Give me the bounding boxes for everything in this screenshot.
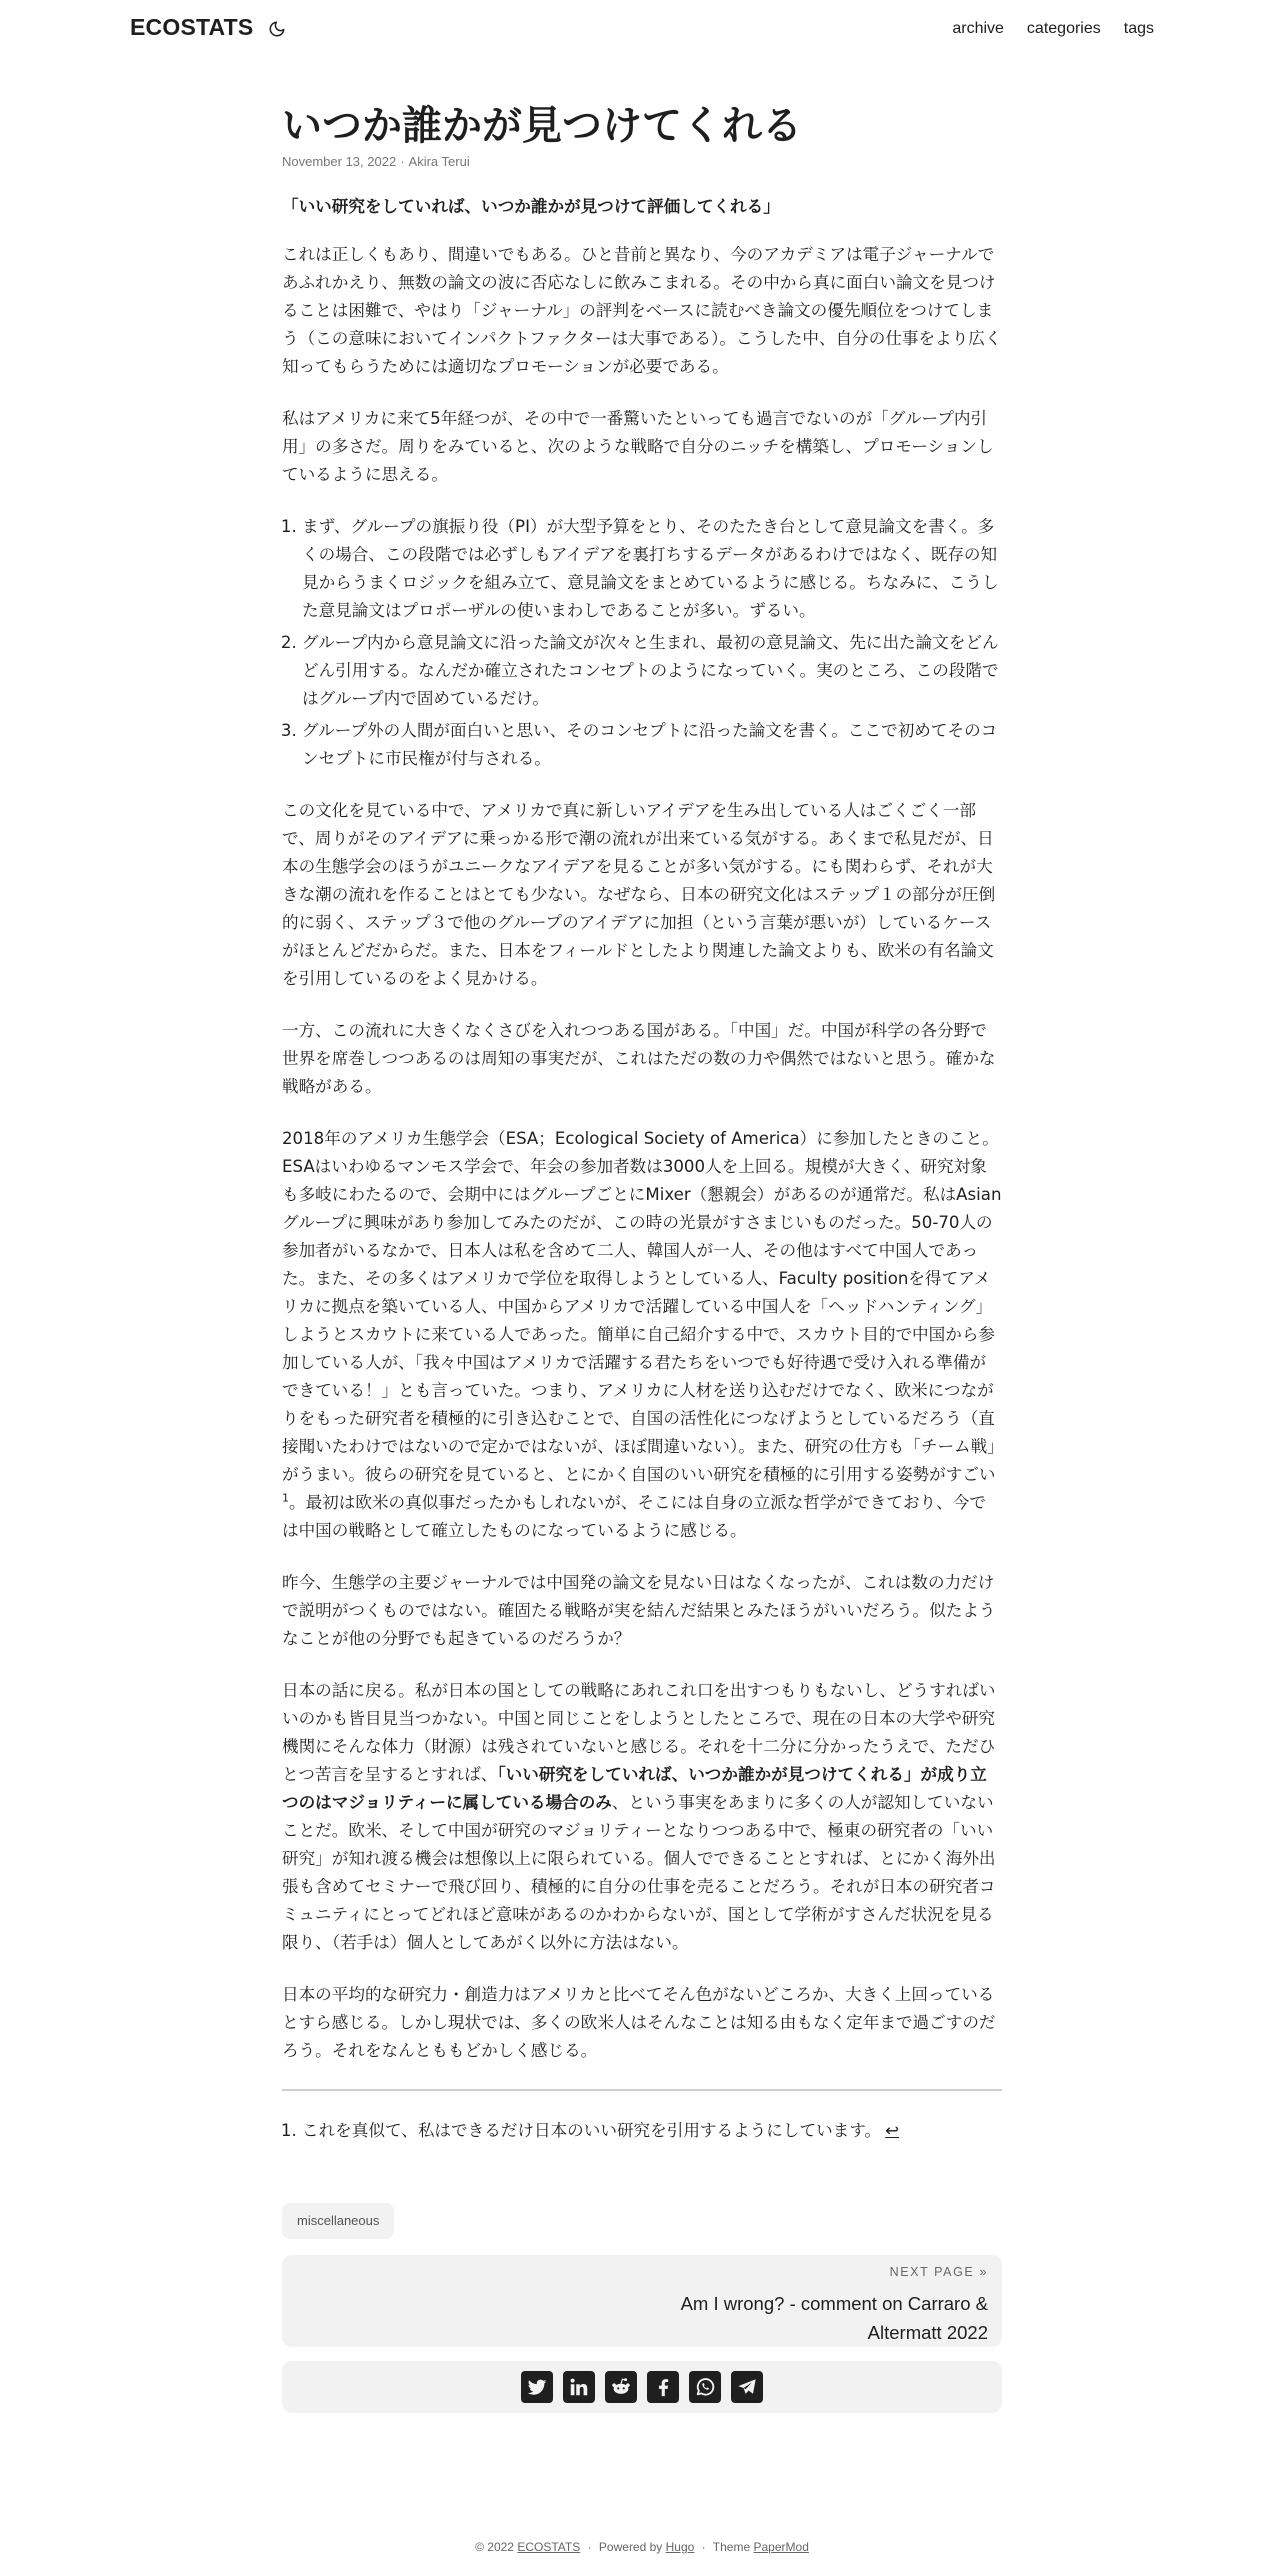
footnote-divider bbox=[282, 2089, 1002, 2091]
next-page-title: Am I wrong? - comment on Carraro & Altermatt 2022 bbox=[680, 2293, 988, 2343]
paragraph-1: これは正しくもあり、間違いでもある。ひと昔前と異なり、今のアカデミアは電子ジャーナルであふれかえり、無数の論文の波に否応なしに飲みこまれる。その中から真に面白い論文を見つけることは困難で、やはり「ジャーナル」の評判をベースに読むべき論文の優先順位をつけてしまう（この意味においてインパクトファクターは大事である）。こうした中、自分の仕事をより広く知ってもらうためには適切なプロモーションが必要である。 bbox=[282, 245, 1002, 376]
twitter-icon[interactable] bbox=[521, 2371, 553, 2403]
paragraph-5-text-cont: 。最初は欧米の真似事だったかもしれないが、そこには自身の立派な哲学ができており、今では中国の戦略として確立したものになっているように感じる。 bbox=[282, 1493, 986, 1540]
footnote-ref[interactable]: 1 bbox=[282, 1491, 289, 1505]
post-content bbox=[282, 193, 1002, 2065]
paragraph-3: この文化を見ている中で、アメリカで真に新しいアイデアを生み出している人はごくごく一部で、周りがそのアイデアに乗っかる形で潮の流れが出来ている気がする。あくまで私見だが、日本の生態学会のほうがユニークなアイデアを見ることが多い気がする。にも関わらず、それが大きな潮の流れを作ることはとても少ない。なぜなら、日本の研究文化はステップ１の部分が圧倒的に弱く、ステップ３で他のグループのアイデアに加担（という言葉が悪いが）しているケースがほとんどだからだ。また、日本をフィールドとしたより関連した論文よりも、欧米の有名論文を引用しているのをよく見かける。 bbox=[282, 801, 996, 988]
footer-separator: · bbox=[701, 2540, 706, 2554]
footer-copyright: © 2022 bbox=[475, 2540, 514, 2554]
footnote-backref[interactable]: ↩ bbox=[885, 2121, 900, 2140]
meta-separator: · bbox=[400, 154, 405, 169]
facebook-icon[interactable] bbox=[647, 2371, 679, 2403]
footer-site-link[interactable]: ECOSTATS bbox=[517, 2540, 581, 2554]
footer-hugo-link[interactable]: Hugo bbox=[665, 2540, 695, 2554]
nav-archive[interactable]: archive bbox=[952, 20, 1004, 37]
list-item: 2. グループ内から意見論文に沿った論文が次々と生まれ、最初の意見論文、先に出た論文をどんどん引用する。なんだか確立されたコンセプトのようになっていく。実のところ、この段階ではグループ内で固めているだけ。 bbox=[302, 629, 1002, 713]
main-nav bbox=[952, 20, 1154, 38]
share-buttons bbox=[282, 2361, 1002, 2413]
footnote-list bbox=[282, 2117, 1002, 2145]
post-meta bbox=[282, 154, 1002, 169]
post-title: いつか誰かが見つけてくれる bbox=[282, 103, 802, 149]
moon-icon[interactable] bbox=[268, 20, 286, 38]
list-item: 1. まず、グループの旗振り役（PI）が大型予算をとり、そのたたき台として意見論文を書く。多くの場合、この段階では必ずしもアイデアを裏打ちするデータがあるわけではなく、既存の知見からうまくロジックを組み立て、意見論文をまとめているように感じる。ちなみに、こうした意見論文はプロポーザルの使いまわしであることが多い。ずるい。 bbox=[302, 513, 1002, 625]
paragraph-5 bbox=[282, 1125, 1002, 1545]
paragraph-7 bbox=[282, 1677, 1002, 1957]
lead-quote: 「いい研究をしていれば、いつか誰かが見つけて評価してくれる」 bbox=[282, 197, 780, 216]
paragraph-7-bold: 「いい研究をしていれば、いつか誰かが見つけてくれる」が成り立つのはマジョリティーに属している場合のみ bbox=[282, 1765, 987, 1812]
linkedin-icon[interactable] bbox=[563, 2371, 595, 2403]
footnote-item bbox=[302, 2117, 1002, 2145]
post-date: November 13, 2022 bbox=[282, 154, 397, 169]
footer-separator: · bbox=[587, 2540, 592, 2554]
reddit-icon[interactable] bbox=[605, 2371, 637, 2403]
list-item: 3. グループ外の人間が面白いと思い、そのコンセプトに沿った論文を書く。ここで初めてそのコンセプトに市民権が付与される。 bbox=[302, 717, 1002, 773]
post-tags bbox=[282, 2203, 1002, 2239]
telegram-icon[interactable] bbox=[731, 2371, 763, 2403]
site-logo[interactable]: ECOSTATS bbox=[130, 14, 254, 40]
footer-powered: Powered by bbox=[598, 2540, 663, 2554]
paragraph-7-text-cont: 、という事実をあまりに多くの人が認知していないことだ。欧米、そして中国が研究のマジョリティーとなりつつある中で、極東の研究者の「いい研究」が知れ渡る機会は想像以上に限られている。個人でできることとすれば、とにかく海外出張も含めてセミナーで飛び回り、積極的に自分の仕事を売ることだろう。それが日本の研究者コミュニティにとってどれほど意味があるのかわからないが、国として学術がすさんだ状況を見る限り、（若手は）個人としてあがく以外に方法はない。 bbox=[282, 1793, 996, 1952]
post bbox=[282, 100, 1002, 2413]
footnote-text: これを真似て、私はできるだけ日本のいい研究を引用するようにしています。 bbox=[302, 2121, 882, 2140]
paragraph-4: 一方、この流れに大きくなくさびを入れつつある国がある。「中国」だ。中国が科学の各分野で世界を席巻しつつあるのは周知の事実だが、これはただの数の力や偶然ではないと思う。確かな戦略がある。 bbox=[282, 1021, 996, 1096]
nav-categories[interactable]: categories bbox=[1026, 20, 1101, 37]
footnotes bbox=[282, 2089, 1002, 2145]
paragraph-7-text: 日本の話に戻る。私が日本の国としての戦略にあれこれ口を出すつもりもないし、どうすればいいのかも皆目見当つかない。中国と同じことをしようとしたところで、現在の日本の大学や研究機関にそんな体力（財源）は残されていないと感じる。それを十二分に分かったうえで、ただひとつ苦言を呈するとすれば、 bbox=[282, 1681, 996, 1784]
strategy-list bbox=[282, 513, 1002, 773]
footer-papermod-link[interactable]: PaperMod bbox=[753, 2540, 809, 2554]
paragraph-6: 昨今、生態学の主要ジャーナルでは中国発の論文を見ない日はなくなったが、これは数の力だけで説明がつくものではない。確固たる戦略が実を結んだ結果とみたほうがいいだろう。似たようなことが他の分野でも起きているのだろうか？ bbox=[282, 1573, 996, 1648]
site-header bbox=[0, 0, 1284, 60]
paragraph-2: 私はアメリカに来て5年経つが、その中で一番驚いたといっても過言でないのが「グループ内引用」の多さだ。周りをみていると、次のような戦略で自分のニッチを構築し、プロモーションしているように思える。 bbox=[282, 409, 994, 484]
footer-theme: Theme bbox=[712, 2540, 751, 2554]
site-footer bbox=[0, 2540, 1284, 2554]
whatsapp-icon[interactable] bbox=[689, 2371, 721, 2403]
nav-tags[interactable]: tags bbox=[1123, 20, 1154, 37]
paragraph-8: 日本の平均的な研究力・創造力はアメリカと比べてそん色がないどころか、大きく上回っているとすら感じる。しかし現状では、多くの欧米人はそんなことは知る由もなく定年まで過ごすのだろう。それをなんとももどかしく感じる。 bbox=[282, 1985, 996, 2060]
tag-miscellaneous[interactable]: miscellaneous bbox=[282, 2203, 394, 2239]
post-author: Akira Terui bbox=[408, 154, 470, 169]
next-page-link[interactable] bbox=[282, 2255, 1002, 2347]
next-page-label: NEXT PAGE » bbox=[889, 2265, 988, 2279]
paragraph-5-text: 2018年のアメリカ生態学会（ESA；Ecological Society of America）に参加したときのこと。ESAはいわゆるマンモス学会で、年会の参加者数は3000人を上回る。規模が大きく、研究対象も多岐にわたるので、会期中にはグループごとにMixer（懇親会）があるのが通常だ。私はAsianグループに興味があり参加してみたのだが、この時の光景がすさまじいものだった。50-70人の参加者がいるなかで、日本人は私を含めて二人、韓国人が一人、その他はすべて中国人であった。また、その多くはアメリカで学位を取得しようとしている人、Faculty positionを得てアメリカに拠点を築いている人、中国からアメリカで活躍している中国人を「ヘッドハンティング」しようとスカウトに来ている人であった。簡単に自己紹介する中で、スカウト目的で中国から参加している人が、「我々中国はアメリカで活躍する君たちをいつでも好待遇で受け入れる準備ができている！」とも言っていた。つまり、アメリカに人材を送り込むだけでなく、欧米につながりをもった研究者を積極的に引き込むことで、自国の活性化につなげようとしているだろう（直接聞いたわけではないので定かではないが、ほぼ間違いない）。また、研究の仕方も「チーム戦」がうまい。彼らの研究を見ていると、とにかく自国のいい研究を積極的に引用する姿勢がすごい bbox=[282, 1129, 1002, 1484]
